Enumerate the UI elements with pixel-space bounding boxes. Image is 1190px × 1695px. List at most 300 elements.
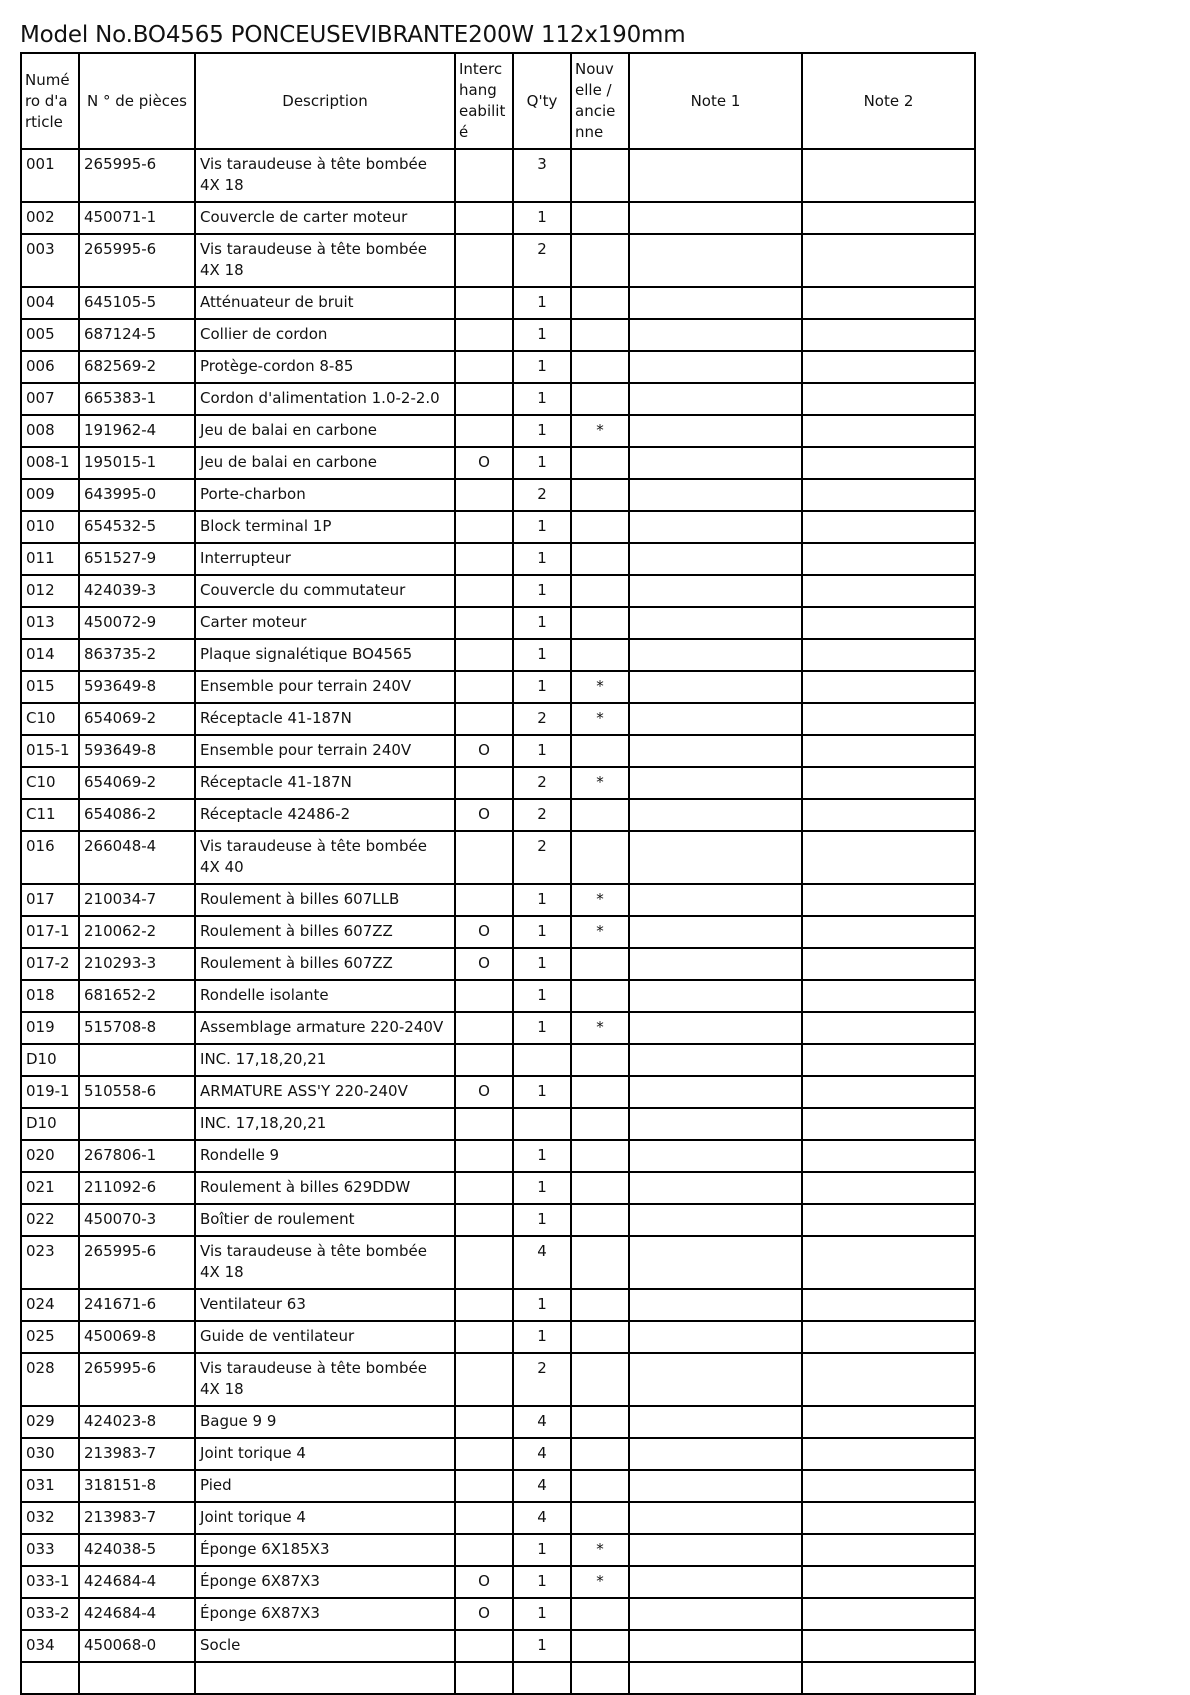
cell-note-2 — [802, 1236, 975, 1289]
cell-note-2 — [802, 1566, 975, 1598]
cell-item-number: 033-2 — [21, 1598, 79, 1630]
cell-new-old — [571, 607, 629, 639]
cell-description: Roulement à billes 607ZZ — [195, 948, 455, 980]
cell-quantity: 2 — [513, 799, 571, 831]
cell-note-1 — [629, 1470, 802, 1502]
cell-interchangeability — [455, 767, 513, 799]
cell-part-number — [79, 1108, 195, 1140]
table-row — [21, 1438, 975, 1470]
cell-part-number: 654069-2 — [79, 767, 195, 799]
table-row — [21, 1236, 975, 1289]
cell-description: Rondelle 9 — [195, 1140, 455, 1172]
cell-note-1 — [629, 511, 802, 543]
cell-new-old — [571, 1630, 629, 1662]
cell-item-number: 016 — [21, 831, 79, 884]
table-row — [21, 831, 975, 884]
cell-interchangeability — [455, 1502, 513, 1534]
cell-interchangeability — [455, 1470, 513, 1502]
cell-new-old — [571, 1662, 629, 1694]
table-row — [21, 799, 975, 831]
cell-note-2 — [802, 1076, 975, 1108]
header-note-1: Note 1 — [629, 53, 802, 149]
cell-description: Vis taraudeuse à tête bombée 4X 40 — [195, 831, 455, 884]
cell-note-2 — [802, 1140, 975, 1172]
cell-quantity: 1 — [513, 575, 571, 607]
table-header-row — [21, 53, 975, 149]
cell-note-2 — [802, 1406, 975, 1438]
cell-item-number: 022 — [21, 1204, 79, 1236]
cell-quantity: 1 — [513, 415, 571, 447]
cell-description: Vis taraudeuse à tête bombée 4X 18 — [195, 149, 455, 202]
cell-note-1 — [629, 980, 802, 1012]
cell-interchangeability — [455, 703, 513, 735]
cell-interchangeability: O — [455, 447, 513, 479]
cell-new-old — [571, 735, 629, 767]
cell-description: Block terminal 1P — [195, 511, 455, 543]
cell-part-number — [79, 1044, 195, 1076]
cell-note-1 — [629, 1534, 802, 1566]
cell-new-old — [571, 1076, 629, 1108]
cell-description: Jeu de balai en carbone — [195, 447, 455, 479]
cell-quantity: 1 — [513, 1140, 571, 1172]
cell-note-2 — [802, 948, 975, 980]
cell-quantity: 1 — [513, 980, 571, 1012]
cell-part-number: 654532-5 — [79, 511, 195, 543]
cell-interchangeability — [455, 980, 513, 1012]
page-title: Model No.BO4565 PONCEUSEVIBRANTE200W 112x190mm — [20, 22, 686, 48]
cell-new-old — [571, 799, 629, 831]
cell-description: Atténuateur de bruit — [195, 287, 455, 319]
cell-new-old — [571, 1204, 629, 1236]
cell-quantity: 4 — [513, 1406, 571, 1438]
cell-note-2 — [802, 799, 975, 831]
cell-description: Boîtier de roulement — [195, 1204, 455, 1236]
table-row — [21, 319, 975, 351]
cell-part-number: 265995-6 — [79, 1353, 195, 1406]
cell-note-2 — [802, 1204, 975, 1236]
cell-note-1 — [629, 884, 802, 916]
cell-note-2 — [802, 383, 975, 415]
cell-note-2 — [802, 1321, 975, 1353]
cell-note-2 — [802, 1598, 975, 1630]
cell-new-old — [571, 479, 629, 511]
cell-part-number: 424684-4 — [79, 1566, 195, 1598]
cell-quantity: 2 — [513, 831, 571, 884]
cell-quantity: 1 — [513, 1076, 571, 1108]
table-row — [21, 1566, 975, 1598]
cell-quantity: 1 — [513, 1172, 571, 1204]
cell-interchangeability: O — [455, 1566, 513, 1598]
cell-note-1 — [629, 703, 802, 735]
table-row — [21, 1662, 975, 1694]
cell-interchangeability — [455, 575, 513, 607]
table-row — [21, 703, 975, 735]
cell-part-number: 450072-9 — [79, 607, 195, 639]
cell-note-1 — [629, 671, 802, 703]
cell-quantity: 1 — [513, 319, 571, 351]
cell-part-number: 863735-2 — [79, 639, 195, 671]
cell-note-1 — [629, 1598, 802, 1630]
cell-quantity: 1 — [513, 1204, 571, 1236]
cell-note-2 — [802, 149, 975, 202]
cell-part-number: 210062-2 — [79, 916, 195, 948]
cell-note-1 — [629, 1044, 802, 1076]
table-row — [21, 1598, 975, 1630]
cell-description: Roulement à billes 629DDW — [195, 1172, 455, 1204]
cell-quantity: 1 — [513, 447, 571, 479]
cell-quantity: 1 — [513, 1534, 571, 1566]
cell-new-old: * — [571, 1534, 629, 1566]
cell-note-1 — [629, 607, 802, 639]
cell-interchangeability — [455, 1108, 513, 1140]
cell-new-old — [571, 1502, 629, 1534]
cell-description: Bague 9 9 — [195, 1406, 455, 1438]
cell-interchangeability — [455, 831, 513, 884]
cell-new-old: * — [571, 671, 629, 703]
cell-part-number: 265995-6 — [79, 234, 195, 287]
cell-note-1 — [629, 234, 802, 287]
table-row — [21, 415, 975, 447]
cell-interchangeability — [455, 202, 513, 234]
table-row — [21, 511, 975, 543]
cell-part-number: 510558-6 — [79, 1076, 195, 1108]
cell-part-number: 266048-4 — [79, 831, 195, 884]
header-quantity: Q'ty — [513, 53, 571, 149]
cell-part-number: 450068-0 — [79, 1630, 195, 1662]
cell-new-old — [571, 948, 629, 980]
cell-part-number: 210034-7 — [79, 884, 195, 916]
cell-quantity: 1 — [513, 383, 571, 415]
table-row — [21, 767, 975, 799]
cell-new-old — [571, 383, 629, 415]
cell-interchangeability: O — [455, 916, 513, 948]
table-row — [21, 543, 975, 575]
cell-item-number: 009 — [21, 479, 79, 511]
cell-item-number — [21, 1662, 79, 1694]
cell-description: Réceptacle 41-187N — [195, 767, 455, 799]
cell-note-1 — [629, 1566, 802, 1598]
cell-note-2 — [802, 639, 975, 671]
cell-description — [195, 1662, 455, 1694]
cell-note-1 — [629, 1406, 802, 1438]
cell-part-number: 450070-3 — [79, 1204, 195, 1236]
cell-interchangeability — [455, 383, 513, 415]
cell-part-number: 195015-1 — [79, 447, 195, 479]
cell-item-number: 017 — [21, 884, 79, 916]
cell-note-1 — [629, 1140, 802, 1172]
table-row — [21, 1502, 975, 1534]
cell-description: Plaque signalétique BO4565 — [195, 639, 455, 671]
cell-interchangeability — [455, 1172, 513, 1204]
table-row — [21, 1353, 975, 1406]
cell-new-old — [571, 831, 629, 884]
cell-part-number: 654069-2 — [79, 703, 195, 735]
cell-new-old — [571, 1598, 629, 1630]
header-part-number: N ° de pièces — [79, 53, 195, 149]
cell-part-number: 593649-8 — [79, 735, 195, 767]
cell-interchangeability — [455, 1236, 513, 1289]
cell-item-number: 008-1 — [21, 447, 79, 479]
cell-interchangeability — [455, 511, 513, 543]
cell-description: Interrupteur — [195, 543, 455, 575]
cell-interchangeability: O — [455, 799, 513, 831]
cell-quantity: 1 — [513, 1630, 571, 1662]
cell-description: Couvercle du commutateur — [195, 575, 455, 607]
table-row — [21, 287, 975, 319]
cell-note-1 — [629, 1204, 802, 1236]
cell-quantity — [513, 1662, 571, 1694]
cell-new-old — [571, 1321, 629, 1353]
cell-item-number: 011 — [21, 543, 79, 575]
cell-description: Vis taraudeuse à tête bombée 4X 18 — [195, 234, 455, 287]
cell-item-number: 033-1 — [21, 1566, 79, 1598]
cell-item-number: 005 — [21, 319, 79, 351]
cell-interchangeability — [455, 1044, 513, 1076]
cell-description: INC. 17,18,20,21 — [195, 1044, 455, 1076]
cell-note-1 — [629, 1502, 802, 1534]
table-row — [21, 1204, 975, 1236]
cell-note-1 — [629, 1630, 802, 1662]
cell-quantity: 1 — [513, 543, 571, 575]
cell-interchangeability — [455, 884, 513, 916]
header-item-number: Numé ro d'a rticle — [21, 53, 79, 149]
cell-new-old — [571, 1236, 629, 1289]
cell-interchangeability — [455, 1289, 513, 1321]
cell-description: Éponge 6X87X3 — [195, 1566, 455, 1598]
cell-item-number: 006 — [21, 351, 79, 383]
cell-note-2 — [802, 1534, 975, 1566]
cell-note-2 — [802, 1172, 975, 1204]
cell-description: Pied — [195, 1470, 455, 1502]
cell-quantity: 1 — [513, 671, 571, 703]
cell-part-number: 515708-8 — [79, 1012, 195, 1044]
cell-item-number: 013 — [21, 607, 79, 639]
cell-part-number: 682569-2 — [79, 351, 195, 383]
cell-description: INC. 17,18,20,21 — [195, 1108, 455, 1140]
table-row — [21, 671, 975, 703]
cell-description: Vis taraudeuse à tête bombée 4X 18 — [195, 1236, 455, 1289]
cell-quantity: 4 — [513, 1438, 571, 1470]
cell-interchangeability — [455, 1406, 513, 1438]
cell-new-old — [571, 287, 629, 319]
cell-description: Assemblage armature 220-240V — [195, 1012, 455, 1044]
cell-quantity: 1 — [513, 287, 571, 319]
cell-part-number: 424023-8 — [79, 1406, 195, 1438]
cell-new-old — [571, 511, 629, 543]
cell-new-old — [571, 351, 629, 383]
cell-item-number: 024 — [21, 1289, 79, 1321]
cell-item-number: 019 — [21, 1012, 79, 1044]
cell-description: Ensemble pour terrain 240V — [195, 735, 455, 767]
cell-item-number: 012 — [21, 575, 79, 607]
cell-note-1 — [629, 1438, 802, 1470]
cell-part-number: 213983-7 — [79, 1438, 195, 1470]
cell-note-1 — [629, 149, 802, 202]
table-row — [21, 479, 975, 511]
cell-item-number: 019-1 — [21, 1076, 79, 1108]
cell-new-old: * — [571, 1012, 629, 1044]
cell-note-2 — [802, 575, 975, 607]
cell-quantity: 1 — [513, 1321, 571, 1353]
cell-item-number: 028 — [21, 1353, 79, 1406]
cell-part-number: 643995-0 — [79, 479, 195, 511]
cell-interchangeability — [455, 149, 513, 202]
table-row — [21, 234, 975, 287]
table-row — [21, 1406, 975, 1438]
cell-quantity — [513, 1108, 571, 1140]
cell-item-number: 001 — [21, 149, 79, 202]
cell-part-number: 665383-1 — [79, 383, 195, 415]
cell-quantity: 2 — [513, 767, 571, 799]
cell-item-number: C10 — [21, 703, 79, 735]
cell-item-number: 017-1 — [21, 916, 79, 948]
cell-quantity: 4 — [513, 1470, 571, 1502]
cell-quantity: 3 — [513, 149, 571, 202]
cell-note-2 — [802, 831, 975, 884]
cell-interchangeability — [455, 287, 513, 319]
header-note-2: Note 2 — [802, 53, 975, 149]
cell-note-2 — [802, 511, 975, 543]
header-description: Description — [195, 53, 455, 149]
cell-new-old — [571, 1172, 629, 1204]
table-row — [21, 1044, 975, 1076]
table-row — [21, 149, 975, 202]
cell-note-1 — [629, 383, 802, 415]
table-row — [21, 1076, 975, 1108]
cell-new-old — [571, 1470, 629, 1502]
cell-note-2 — [802, 1108, 975, 1140]
cell-note-2 — [802, 351, 975, 383]
cell-item-number: 017-2 — [21, 948, 79, 980]
cell-note-2 — [802, 735, 975, 767]
cell-item-number: 032 — [21, 1502, 79, 1534]
cell-note-1 — [629, 1289, 802, 1321]
cell-interchangeability — [455, 639, 513, 671]
table-row — [21, 1140, 975, 1172]
cell-note-2 — [802, 234, 975, 287]
cell-quantity: 1 — [513, 607, 571, 639]
cell-item-number: 002 — [21, 202, 79, 234]
cell-note-2 — [802, 479, 975, 511]
cell-item-number: 030 — [21, 1438, 79, 1470]
cell-part-number: 241671-6 — [79, 1289, 195, 1321]
cell-description: Socle — [195, 1630, 455, 1662]
cell-note-1 — [629, 287, 802, 319]
cell-interchangeability — [455, 351, 513, 383]
cell-note-2 — [802, 287, 975, 319]
cell-part-number: 687124-5 — [79, 319, 195, 351]
cell-note-2 — [802, 671, 975, 703]
cell-quantity: 1 — [513, 202, 571, 234]
cell-new-old — [571, 1406, 629, 1438]
cell-note-1 — [629, 447, 802, 479]
cell-description: Joint torique 4 — [195, 1438, 455, 1470]
cell-description: Éponge 6X87X3 — [195, 1598, 455, 1630]
table-row — [21, 916, 975, 948]
cell-new-old — [571, 1289, 629, 1321]
cell-interchangeability — [455, 479, 513, 511]
table-row — [21, 383, 975, 415]
cell-interchangeability — [455, 1012, 513, 1044]
cell-description: ARMATURE ASS'Y 220-240V — [195, 1076, 455, 1108]
cell-note-1 — [629, 1108, 802, 1140]
cell-description: Roulement à billes 607ZZ — [195, 916, 455, 948]
cell-interchangeability: O — [455, 1598, 513, 1630]
cell-new-old — [571, 234, 629, 287]
cell-part-number: 211092-6 — [79, 1172, 195, 1204]
cell-note-1 — [629, 1236, 802, 1289]
cell-interchangeability — [455, 671, 513, 703]
cell-note-2 — [802, 767, 975, 799]
cell-item-number: 029 — [21, 1406, 79, 1438]
cell-description: Rondelle isolante — [195, 980, 455, 1012]
cell-part-number — [79, 1662, 195, 1694]
cell-new-old — [571, 1140, 629, 1172]
cell-part-number: 213983-7 — [79, 1502, 195, 1534]
cell-interchangeability — [455, 1438, 513, 1470]
cell-new-old — [571, 543, 629, 575]
cell-description: Roulement à billes 607LLB — [195, 884, 455, 916]
cell-new-old — [571, 639, 629, 671]
cell-part-number: 681652-2 — [79, 980, 195, 1012]
cell-quantity: 2 — [513, 234, 571, 287]
cell-quantity: 4 — [513, 1502, 571, 1534]
cell-new-old — [571, 575, 629, 607]
cell-new-old — [571, 1353, 629, 1406]
table-row — [21, 735, 975, 767]
cell-description: Porte-charbon — [195, 479, 455, 511]
parts-table — [20, 52, 976, 1695]
cell-quantity: 1 — [513, 1289, 571, 1321]
cell-new-old — [571, 1438, 629, 1470]
cell-new-old: * — [571, 1566, 629, 1598]
cell-quantity: 1 — [513, 351, 571, 383]
cell-description: Ensemble pour terrain 240V — [195, 671, 455, 703]
cell-item-number: 033 — [21, 1534, 79, 1566]
cell-note-2 — [802, 447, 975, 479]
cell-interchangeability — [455, 319, 513, 351]
table-row — [21, 639, 975, 671]
cell-part-number: 424039-3 — [79, 575, 195, 607]
cell-part-number: 645105-5 — [79, 287, 195, 319]
cell-new-old — [571, 1044, 629, 1076]
cell-note-1 — [629, 1076, 802, 1108]
cell-item-number: 031 — [21, 1470, 79, 1502]
cell-note-1 — [629, 1012, 802, 1044]
table-row — [21, 1108, 975, 1140]
cell-note-2 — [802, 1438, 975, 1470]
cell-note-2 — [802, 607, 975, 639]
cell-note-2 — [802, 543, 975, 575]
cell-quantity: 1 — [513, 1566, 571, 1598]
cell-interchangeability — [455, 1534, 513, 1566]
cell-new-old: * — [571, 703, 629, 735]
cell-note-1 — [629, 767, 802, 799]
cell-description: Cordon d'alimentation 1.0-2-2.0 — [195, 383, 455, 415]
cell-description: Éponge 6X185X3 — [195, 1534, 455, 1566]
table-row — [21, 1012, 975, 1044]
cell-item-number: 018 — [21, 980, 79, 1012]
cell-note-1 — [629, 948, 802, 980]
cell-item-number: C10 — [21, 767, 79, 799]
cell-note-1 — [629, 575, 802, 607]
cell-quantity: 1 — [513, 916, 571, 948]
cell-note-2 — [802, 1353, 975, 1406]
cell-note-1 — [629, 319, 802, 351]
cell-part-number: 265995-6 — [79, 1236, 195, 1289]
cell-note-2 — [802, 916, 975, 948]
cell-note-2 — [802, 1470, 975, 1502]
